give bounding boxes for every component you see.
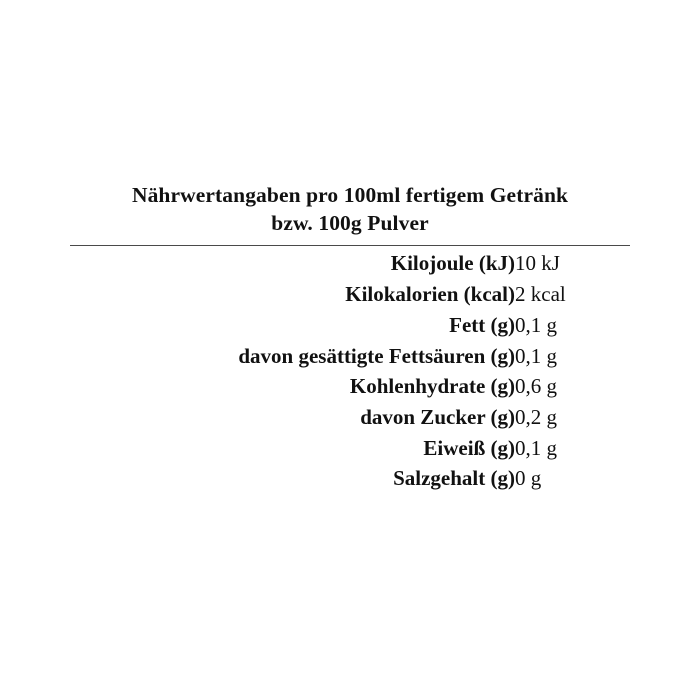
title-divider <box>70 245 630 246</box>
nutrient-label: Kilokalorien (kcal) <box>345 282 515 307</box>
table-row <box>70 402 630 433</box>
nutrient-value: 0,1 g <box>515 435 557 460</box>
nutrient-value: 0,1 g <box>515 343 557 368</box>
table-row <box>70 249 630 280</box>
table-row <box>70 433 630 464</box>
nutrient-label: Eiweiß (g) <box>423 435 515 460</box>
nutrient-label: davon gesättigte Fettsäuren (g) <box>238 343 515 368</box>
table-row <box>70 372 630 403</box>
table-row <box>70 341 630 372</box>
nutrient-value: 2 kcal <box>515 282 566 307</box>
nutrient-value: 0,1 g <box>515 312 557 337</box>
nutrient-value: 0 g <box>515 466 542 491</box>
nutrition-block <box>70 182 630 495</box>
nutrient-label: Kilojoule (kJ) <box>390 251 515 276</box>
nutrient-value: 0,6 g <box>515 374 557 399</box>
nutrient-value: 0,2 g <box>515 404 557 429</box>
nutrient-label: davon Zucker (g) <box>360 404 515 429</box>
page-title <box>70 182 630 238</box>
page-title-line-1: Nährwertangaben pro 100ml fertigem Getränk <box>131 183 569 207</box>
table-row <box>70 280 630 311</box>
nutrient-label: Fett (g) <box>449 312 515 337</box>
table-row <box>70 310 630 341</box>
nutrient-label: Kohlenhydrate (g) <box>349 374 515 399</box>
page-title-line-2: bzw. 100g Pulver <box>271 210 429 235</box>
table-row <box>70 464 630 495</box>
nutrient-value: 10 kJ <box>515 251 560 276</box>
nutrition-table <box>70 249 630 495</box>
nutrient-label: Salzgehalt (g) <box>393 466 515 491</box>
